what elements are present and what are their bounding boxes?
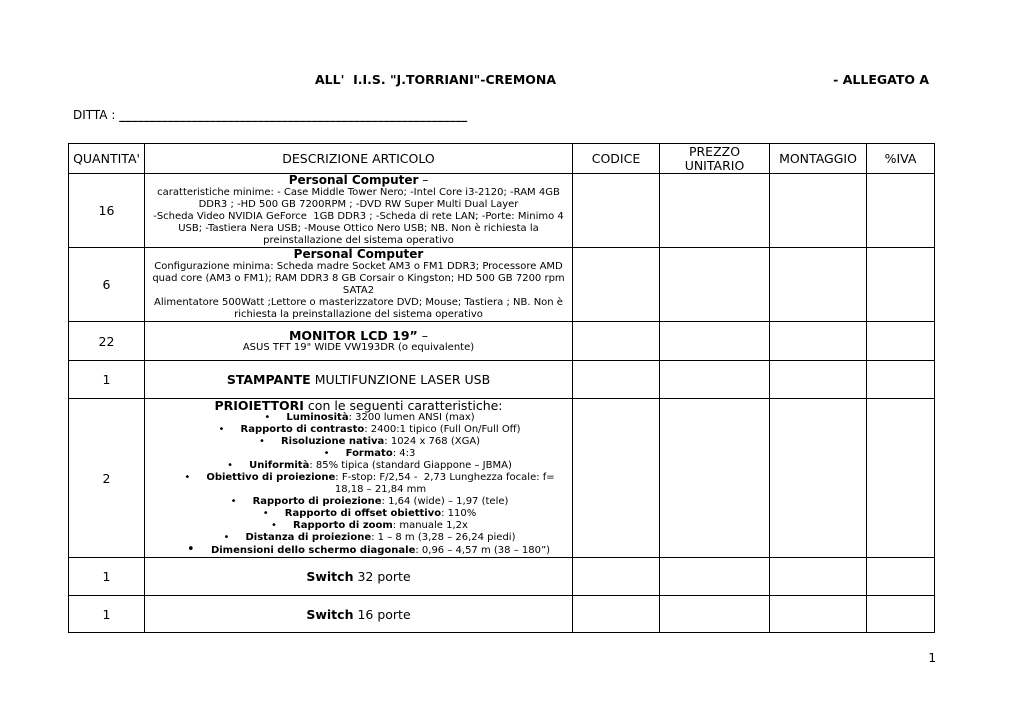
- vat-cell: [867, 361, 935, 399]
- spec-bullet-item: • Rapporto di proiezione: 1,64 (wide) – 1,97 (tele): [230, 496, 509, 507]
- item-name: STAMPANTE: [226, 372, 311, 387]
- spec-value-continuation: 18,18 – 21,84 mm: [334, 484, 427, 495]
- code-cell: [573, 248, 660, 322]
- item-detail-line: DDR3 ; -HD 500 GB 7200RPM ; -DVD RW Super Multi Dual Layer: [198, 199, 519, 210]
- quantity-cell: 6: [69, 248, 145, 322]
- description-cell: [145, 322, 573, 361]
- item-name: PRIOIETTORI: [214, 398, 304, 413]
- spec-bullet-item: • Luminosità: 3200 lumen ANSI (max): [264, 412, 475, 423]
- vat-cell: [867, 596, 935, 633]
- spec-bullet-item-continuation: [147, 484, 570, 496]
- spec-label: Rapporto di offset obiettivo: [284, 508, 442, 519]
- spec-value: : manuale 1,2x: [392, 520, 468, 531]
- col-header-unit-price: PREZZO UNITARIO: [660, 144, 770, 174]
- spec-value: : 1,64 (wide) – 1,97 (tele): [381, 496, 509, 507]
- table-row: [69, 596, 935, 633]
- spec-value: : 1024 x 768 (XGA): [384, 436, 481, 447]
- col-header-code: CODICE: [573, 144, 660, 174]
- table-row: [69, 399, 935, 558]
- spec-bullet-item: • Dimensioni dello schermo diagonale: 0,96 – 4,57 m (38 – 180”): [186, 542, 551, 557]
- spec-label: Luminosità: [286, 412, 349, 423]
- col-header-quantity: QUANTITA': [69, 144, 145, 174]
- item-detail-line: caratteristiche minime: - Case Middle Tower Nero; -Intel Core i3-2120; -RAM 4GB: [157, 187, 560, 198]
- code-cell: [573, 322, 660, 361]
- item-title: [147, 399, 570, 412]
- spec-label: Risoluzione nativa: [280, 436, 385, 447]
- unit-price-cell: [660, 322, 770, 361]
- spec-label: Dimensioni dello schermo diagonale: [210, 545, 416, 556]
- table-row: [69, 558, 935, 596]
- quantity-cell: 16: [69, 174, 145, 248]
- item-name-suffix: 16 porte: [353, 606, 411, 622]
- spec-bullet-item: • Obiettivo di proiezione: F-stop: F/2,54 - 2,73 Lunghezza focale: f=: [184, 472, 555, 483]
- spec-value: : F-stop: F/2,54 - 2,73 Lunghezza focale: f=: [335, 472, 555, 483]
- col-header-assembly: MONTAGGIO: [770, 144, 867, 174]
- unit-price-cell: [660, 558, 770, 596]
- spec-bullet-item: • Uniformità: 85% tipica (standard Giappone – JBMA): [227, 460, 512, 471]
- company-blank-field: __________________________________________________________: [119, 108, 468, 122]
- spec-value: : 0,96 – 4,57 m (38 – 180”): [415, 545, 551, 556]
- document-title: ALL' I.I.S. "J.TORRIANI"-CREMONA: [315, 72, 557, 87]
- item-detail-line: quad core (AM3 o FM1); RAM DDR3 8 GB Corsair o Kingston; HD 500 GB 7200 rpm: [152, 273, 565, 284]
- item-name: Personal Computer: [288, 173, 419, 187]
- spec-value: : 4:3: [392, 448, 416, 459]
- item-title: [147, 174, 570, 187]
- item-name: Switch: [306, 569, 354, 584]
- spec-label: Uniformità: [249, 460, 310, 471]
- item-detail-line: ASUS TFT 19" WIDE VW193DR (o equivalente): [242, 341, 475, 353]
- table-row: [69, 248, 935, 322]
- spec-bullet-item: • Formato: 4:3: [323, 448, 416, 459]
- assembly-cell: [770, 596, 867, 633]
- item-detail-line: Configurazione minima: Scheda madre Socket AM3 o FM1 DDR3; Processore AMD: [154, 261, 563, 272]
- quantity-cell: 1: [69, 558, 145, 596]
- unit-price-cell: [660, 174, 770, 248]
- page-number: 1: [928, 651, 936, 665]
- table-row: [69, 361, 935, 399]
- items-table: [68, 143, 935, 633]
- assembly-cell: [770, 558, 867, 596]
- spec-label: Rapporto di proiezione: [252, 496, 382, 507]
- spec-bullet-item: • Rapporto di zoom: manuale 1,2x: [271, 520, 468, 531]
- item-title: [147, 329, 570, 342]
- item-detail-line: -Scheda Video NVIDIA GeForce 1GB DDR3 ; -Scheda di rete LAN; -Porte: Minimo 4: [153, 211, 564, 222]
- assembly-cell: [770, 361, 867, 399]
- item-name-suffix: con le seguenti caratteristiche:: [303, 398, 503, 413]
- spec-label: Rapporto di contrasto: [240, 424, 365, 435]
- vat-cell: [867, 174, 935, 248]
- quantity-cell: 1: [69, 361, 145, 399]
- table-header-row: [69, 144, 935, 174]
- item-name-suffix: MULTIFUNZIONE LASER USB: [310, 372, 491, 387]
- assembly-cell: [770, 322, 867, 361]
- code-cell: [573, 596, 660, 633]
- item-detail-line: USB; -Tastiera Nera USB; -Mouse Ottico Nero USB; NB. Non è richiesta la: [178, 223, 539, 234]
- quantity-cell: 22: [69, 322, 145, 361]
- attachment-label: - ALLEGATO A: [833, 72, 929, 87]
- vat-cell: [867, 558, 935, 596]
- spec-value: : 110%: [441, 508, 477, 519]
- spec-label: Rapporto di zoom: [293, 520, 393, 531]
- spec-bullet-item: • Risoluzione nativa: 1024 x 768 (XGA): [258, 436, 481, 447]
- assembly-cell: [770, 399, 867, 558]
- code-cell: [573, 174, 660, 248]
- table-row: [69, 322, 935, 361]
- description-cell: [145, 361, 573, 399]
- company-line: [73, 108, 467, 123]
- unit-price-cell: [660, 361, 770, 399]
- unit-price-cell: [660, 399, 770, 558]
- code-cell: [573, 361, 660, 399]
- spec-label: Obiettivo di proiezione: [206, 472, 336, 483]
- item-name-suffix: –: [418, 173, 429, 187]
- item-detail-line: Alimentatore 500Watt ;Lettore o masterizzatore DVD; Mouse; Tastiera ; NB. Non è: [154, 297, 563, 308]
- spec-value: : 3200 lumen ANSI (max): [348, 412, 475, 423]
- item-title: [147, 248, 570, 261]
- description-cell: [145, 558, 573, 596]
- item-name: Switch: [306, 606, 354, 622]
- description-cell: [145, 596, 573, 633]
- spec-bullet-item: • Rapporto di offset obiettivo: 110%: [262, 508, 477, 519]
- description-cell: [145, 399, 573, 558]
- col-header-description: DESCRIZIONE ARTICOLO: [145, 144, 573, 174]
- item-name: Personal Computer: [293, 247, 424, 261]
- item-detail-line: SATA2: [342, 285, 375, 296]
- assembly-cell: [770, 174, 867, 248]
- code-cell: [573, 558, 660, 596]
- spec-value: : 2400:1 tipico (Full On/Full Off): [364, 424, 521, 435]
- item-title: [147, 569, 570, 584]
- item-name-suffix: –: [417, 327, 429, 343]
- table-row: [69, 174, 935, 248]
- item-name: MONITOR LCD 19”: [288, 327, 418, 343]
- spec-bullet-item: • Distanza di proiezione: 1 – 8 m (3,28 – 26,24 piedi): [223, 532, 516, 543]
- item-name-suffix: 32 porte: [353, 569, 411, 584]
- vat-cell: [867, 248, 935, 322]
- spec-value: : 85% tipica (standard Giappone – JBMA): [309, 460, 512, 471]
- col-header-vat: %IVA: [867, 144, 935, 174]
- unit-price-cell: [660, 596, 770, 633]
- spec-label: Distanza di proiezione: [245, 532, 372, 543]
- description-cell: [145, 174, 573, 248]
- item-title: [147, 372, 570, 387]
- spec-value: : 1 – 8 m (3,28 – 26,24 piedi): [371, 532, 516, 543]
- quantity-cell: 2: [69, 399, 145, 558]
- company-label: DITTA :: [73, 108, 120, 122]
- spec-bullet-item: • Rapporto di contrasto: 2400:1 tipico (Full On/Full Off): [218, 424, 521, 435]
- spec-label: Formato: [345, 448, 393, 459]
- assembly-cell: [770, 248, 867, 322]
- quantity-cell: 1: [69, 596, 145, 633]
- unit-price-cell: [660, 248, 770, 322]
- item-detail-line: preinstallazione del sistema operativo: [263, 235, 454, 246]
- vat-cell: [867, 399, 935, 558]
- item-title: [147, 607, 570, 622]
- code-cell: [573, 399, 660, 558]
- description-cell: [145, 248, 573, 322]
- vat-cell: [867, 322, 935, 361]
- item-detail-line: richiesta la preinstallazione del sistema operativo: [234, 309, 483, 320]
